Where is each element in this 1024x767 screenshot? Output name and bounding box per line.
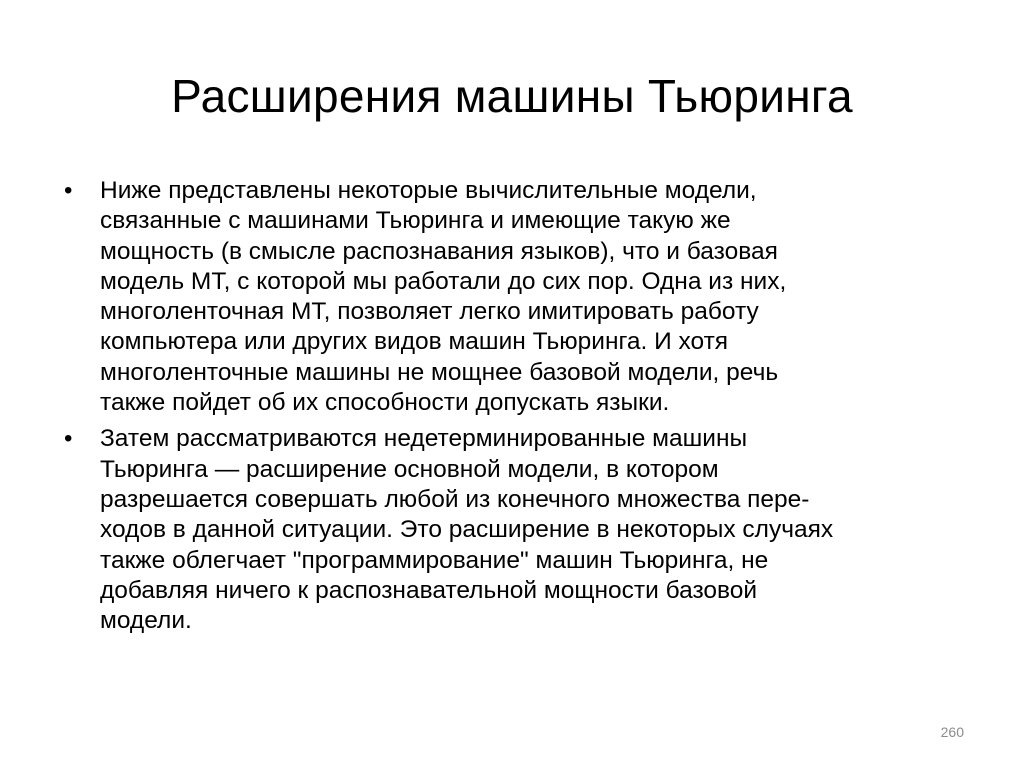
bullet-item xyxy=(64,176,964,418)
bullet-text-line: многоленточная МТ, позволяет легко имитировать работу xyxy=(100,298,759,326)
bullet-text-line: модель МТ, с которой мы работали до сих пор. Одна из них, xyxy=(100,267,787,295)
bullet-marker: • xyxy=(64,425,73,453)
bullet-list xyxy=(64,176,964,642)
bullet-text-line: мощность (в смысле распознавания языков), что и базовая xyxy=(100,237,778,265)
bullet-text-line: Затем рассматриваются недетерминированные машины xyxy=(100,425,748,453)
bullet-text-line: также пойдет об их способности допускать языки. xyxy=(100,389,670,417)
bullet-text-line: также облегчает "программирование" машин Тьюринга, не xyxy=(100,546,769,574)
bullet-text-line: многоленточные машины не мощнее базовой модели, речь xyxy=(100,358,779,386)
bullet-text-line: Тьюринга — расширение основной модели, в котором xyxy=(100,455,719,483)
bullet-text-line: ходов в данной ситуации. Это расширение в некоторых случаях xyxy=(100,516,834,544)
bullet-marker: • xyxy=(64,177,73,204)
bullet-text-line: связанные с машинами Тьюринга и имеющие такую же xyxy=(100,207,731,235)
bullet-item xyxy=(64,424,964,636)
bullet-text-line: разрешается совершать любой из конечного множества пере- xyxy=(100,485,810,513)
bullet-text-line: модели. xyxy=(100,607,192,635)
bullet-text-line: добавляя ничего к распознавательной мощности базовой xyxy=(100,576,758,604)
bullet-text-line: Ниже представлены некоторые вычислительные модели, xyxy=(100,177,757,204)
bullet-text-line: компьютера или других видов машин Тьюринга. И хотя xyxy=(100,328,729,356)
slide-title: Расширения машины Тьюринга xyxy=(171,70,853,122)
page-number: 260 xyxy=(940,724,964,740)
